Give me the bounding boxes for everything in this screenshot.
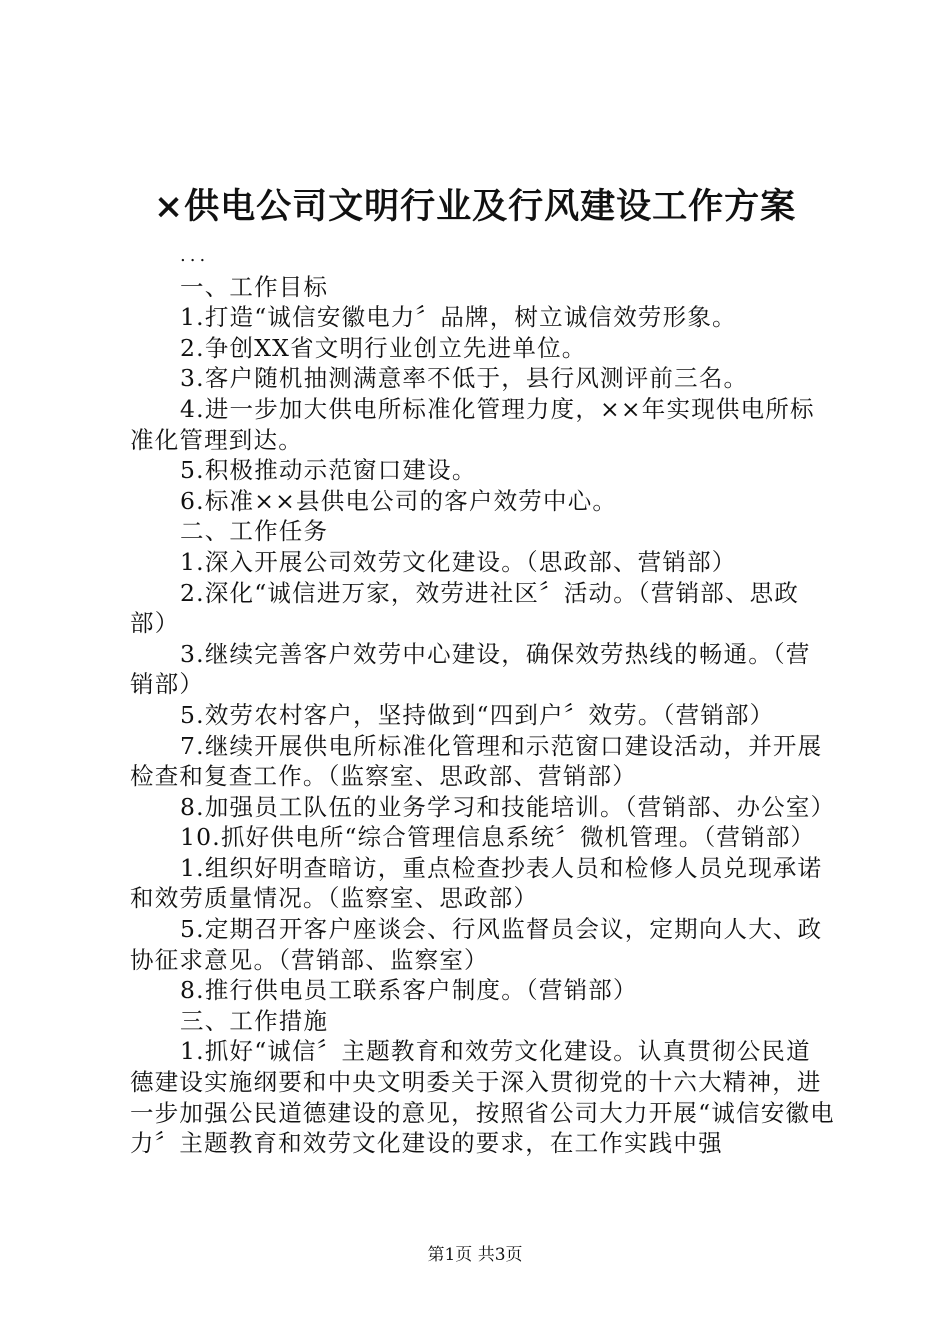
document-title: ×供电公司文明行业及行风建设工作方案 xyxy=(153,186,797,227)
section-heading-measures: 三、工作措施 xyxy=(180,1006,329,1035)
paragraph: 2.争创XX省文明行业创立先进单位。 xyxy=(180,333,587,362)
paragraph: 4.进一步加大供电所标准化管理力度，××年实现供电所标准化管理到达。 xyxy=(130,394,815,454)
section-heading-goals: 一、工作目标 xyxy=(180,272,329,301)
paragraph: 5.效劳农村客户，坚持做到“四到户〞效劳。（营销部） xyxy=(180,700,775,729)
paragraph: 6.标准××县供电公司的客户效劳中心。 xyxy=(180,486,618,515)
paragraph: 1.打造“诚信安徽电力〞品牌，树立诚信效劳形象。 xyxy=(180,303,737,332)
paragraph: 10.抓好供电所“综合管理信息系统〞微机管理。（营销部） xyxy=(180,823,816,852)
section-heading-tasks: 二、工作任务 xyxy=(180,517,329,546)
document-body xyxy=(130,241,835,1159)
paragraph: 3.继续完善客户效劳中心建设，确保效劳热线的畅通。（营销部） xyxy=(130,639,811,699)
paragraph: 8.推行供电员工联系客户制度。（营销部） xyxy=(180,976,638,1005)
ellipsis-line: ... xyxy=(180,245,210,266)
paragraph: 5.积极推动示范窗口建设。 xyxy=(180,456,477,485)
paragraph: 7.继续开展供电所标准化管理和示范窗口建设活动，并开展检查和复查工作。（监察室、思政部、营销部） xyxy=(130,731,823,791)
paragraph: 1.抓好“诚信〞主题教育和效劳文化建设。认真贯彻公民道德建设实施纲要和中央文明委关于深入贯彻党的十六大精神，进一步加强公民道德建设的意见，按照省公司大力开展“诚信安徽电力〞主题教育和效劳文化建设的要求，在工作实践中强 xyxy=(130,1037,835,1158)
paragraph: 2.深化“诚信进万家，效劳进社区〞活动。（营销部、思政部） xyxy=(130,578,800,638)
paragraph: 5.定期召开客户座谈会、行风监督员会议，定期向人大、政协征求意见。（营销部、监察室） xyxy=(130,915,823,974)
paragraph: 1.深入开展公司效劳文化建设。（思政部、营销部） xyxy=(180,547,737,576)
paragraph: 8.加强员工队伍的业务学习和技能培训。（营销部、办公室） xyxy=(180,792,836,821)
page-footer: 第1页 共3页 xyxy=(427,1245,523,1265)
paragraph: 1.组织好明查暗访，重点检查抄表人员和检修人员兑现承诺和效劳质量情况。（监察室、思政部） xyxy=(130,853,823,913)
paragraph: 3.客户随机抽测满意率不低于，县行风测评前三名。 xyxy=(180,364,749,393)
